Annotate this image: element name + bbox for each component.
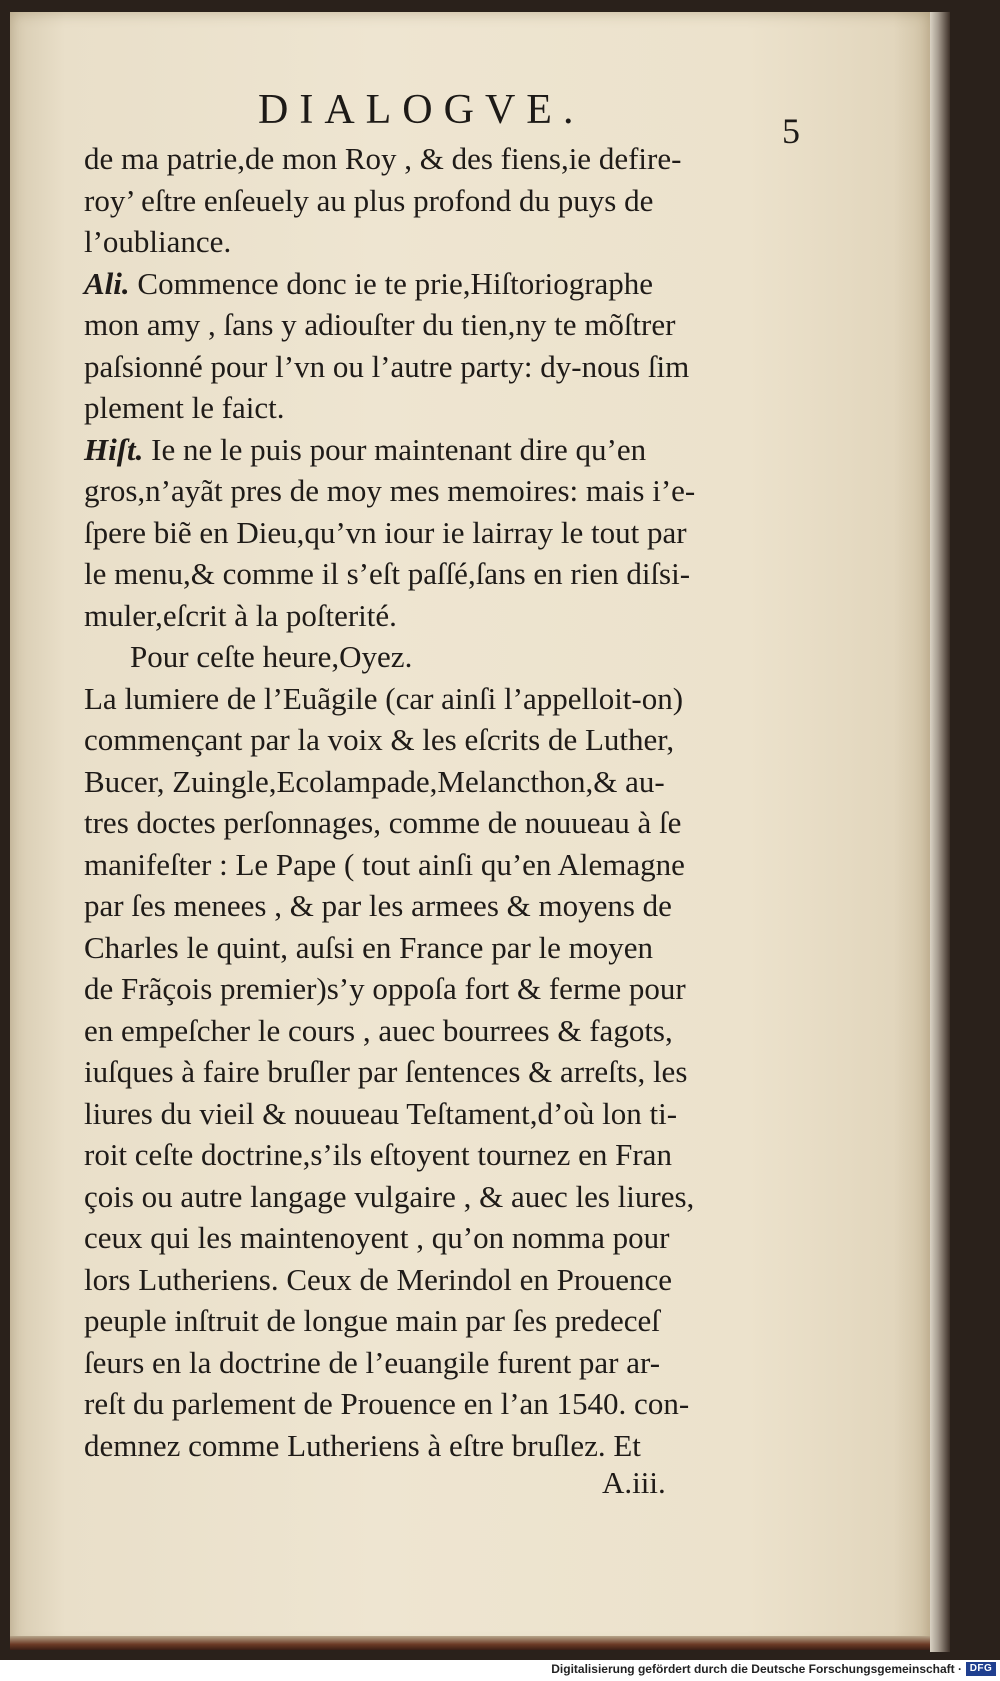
line-text: Commence donc ie te prie,Hiſtoriographe (129, 265, 654, 301)
text-line (84, 1176, 804, 1218)
footer-bar (0, 1660, 1000, 1681)
line-text: iuſques à faire bruſler par ſentences & arreſts, les (84, 1054, 688, 1089)
text-line (84, 1300, 804, 1342)
line-text: gros,n’ayãt pres de moy mes memoires: mais i’e- (84, 473, 696, 508)
text-line (84, 719, 804, 761)
text-line (84, 1383, 804, 1425)
signature-mark: A.iii. (602, 1465, 666, 1500)
line-text: roy’ eſtre enſeuely au plus profond du puys de (84, 182, 654, 218)
line-text: lors Lutheriens. Ceux de Merindol en Prouence (84, 1261, 672, 1297)
text-line (84, 844, 804, 886)
dfg-logo: DFG (966, 1662, 996, 1676)
text-line (84, 180, 804, 222)
line-text: peuple inſtruit de longue main par ſes predeceſ (84, 1303, 660, 1338)
page-number: 5 (782, 111, 800, 151)
running-head: DIALOGVE. (258, 87, 585, 133)
text-line (84, 1010, 804, 1052)
line-text: de Frãçois premier)s’y oppoſa fort & ferme pour (84, 971, 686, 1006)
text-line (84, 1051, 804, 1093)
line-text: commençant par la voix & les eſcrits de Luther, (84, 722, 675, 757)
line-text: en empeſcher le cours , auec bourrees & fagots, (84, 1012, 673, 1048)
line-text: paſsionné pour l’vn ou l’autre party: dy-nous ſim (84, 348, 690, 384)
line-text: Pour ceſte heure,Oyez. (130, 639, 413, 674)
line-text: Charles le quint, auſsi en France par le moyen (84, 929, 654, 965)
line-text: çois ou autre langage vulgaire , & auec les liures, (84, 1178, 695, 1214)
line-text: ſeurs en la doctrine de l’euangile furent par ar- (84, 1344, 661, 1380)
page-bottom-edge (10, 1636, 930, 1650)
text-line (84, 138, 804, 180)
text-line (84, 304, 804, 346)
line-text: Ie ne le puis pour maintenant dire qu’en (143, 431, 647, 467)
line-text: La lumiere de l’Euãgile (car ainſi l’appelloit-on) (84, 680, 684, 716)
text-line (84, 885, 804, 927)
line-text: manifeſter : Le Pape ( tout ainſi qu’en Alemagne (84, 846, 685, 882)
text-line (84, 678, 804, 720)
speaker-label: Hiſt. (84, 431, 144, 467)
text-line (84, 387, 804, 429)
line-text: ſpere biẽ en Dieu,qu’vn iour ie lairray le tout par (84, 514, 687, 550)
line-text: de ma patrie,de mon Roy , & des fiens,ie defire- (84, 141, 682, 176)
body-text (84, 138, 804, 1466)
text-line (84, 346, 804, 388)
text-line (84, 761, 804, 803)
line-text: l’oubliance. (84, 224, 232, 259)
text-line (84, 429, 804, 471)
line-text: tres doctes perſonnages, comme de nouueau à ſe (84, 805, 682, 840)
text-line (84, 1217, 804, 1259)
text-line (84, 1259, 804, 1301)
speaker-label: Ali. (84, 265, 130, 301)
text-line (84, 595, 804, 637)
line-text: ceux qui les maintenoyent , qu’on nomma pour (84, 1220, 670, 1255)
line-text: plement le faict. (84, 390, 285, 425)
line-text: liures du vieil & nouueau Teſtament,d’où lon ti- (84, 1095, 678, 1131)
line-text: Bucer, Zuingle,Ecolampade,Melancthon,& au- (84, 763, 665, 799)
text-line (84, 1093, 804, 1135)
line-text: mon amy , ſans y adiouſter du tien,ny te mõſtrer (84, 307, 676, 342)
text-line (84, 263, 804, 305)
line-text: le menu,& comme il s’eſt paſſé,ſans en rien diſsi- (84, 556, 691, 591)
text-line (84, 1134, 804, 1176)
line-text: roit ceſte doctrine,s’ils eſtoyent tournez en Fran (84, 1137, 672, 1172)
text-line (84, 636, 804, 678)
text-line (84, 470, 804, 512)
page-edge (930, 12, 950, 1652)
text-line (84, 802, 804, 844)
funding-credit: Digitalisierung gefördert durch die Deutsche Forschungsgemeinschaft · (551, 1662, 962, 1676)
text-line (84, 512, 804, 554)
line-text: demnez comme Lutheriens à eſtre bruſlez. Et (84, 1427, 641, 1463)
text-line (84, 1425, 804, 1467)
text-line (84, 927, 804, 969)
line-text: par ſes menees , & par les armees & moyens de (84, 888, 672, 923)
line-text: muler,eſcrit à la poſterité. (84, 597, 397, 633)
text-line (84, 553, 804, 595)
line-text: reſt du parlement de Prouence en l’an 1540. con- (84, 1386, 690, 1421)
text-line (84, 221, 804, 263)
text-line (84, 968, 804, 1010)
text-line (84, 1342, 804, 1384)
